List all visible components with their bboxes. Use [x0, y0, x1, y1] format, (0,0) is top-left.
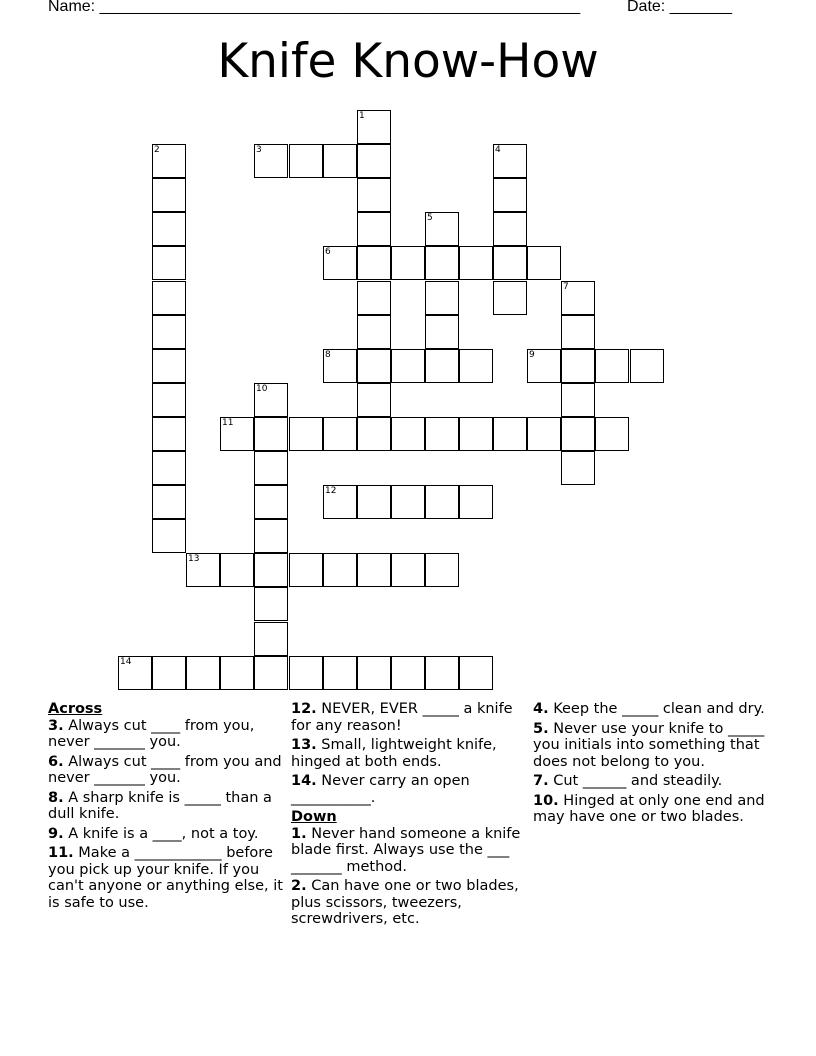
grid-cell[interactable] [323, 349, 357, 383]
across-heading: Across [48, 701, 103, 717]
grid-cell[interactable] [357, 110, 391, 144]
cell-number: 10 [256, 384, 268, 394]
grid-cell[interactable] [357, 656, 391, 690]
grid-cell[interactable] [254, 144, 288, 178]
cell-number: 6 [325, 247, 331, 257]
grid-cell[interactable] [425, 349, 459, 383]
clue-across-9: 9. A knife is a ____, not a toy. [48, 825, 259, 842]
grid-cell[interactable] [186, 656, 220, 690]
grid-cell[interactable] [254, 485, 288, 519]
cell-number: 14 [120, 657, 132, 667]
clue-column-2 [291, 701, 527, 931]
grid-cell[interactable] [289, 144, 323, 178]
grid-cell[interactable] [459, 349, 493, 383]
grid-cell[interactable] [357, 349, 391, 383]
grid-cell[interactable] [425, 315, 459, 349]
grid-cell[interactable] [323, 246, 357, 280]
grid-cell[interactable] [254, 656, 288, 690]
date-field-line: Date: _______ [627, 0, 732, 15]
grid-cell[interactable] [254, 451, 288, 485]
cell-number: 1 [359, 111, 365, 121]
name-field-line: Name: ______________________________________________________ [48, 0, 581, 15]
clue-down-5: 5. Never use your knife to _____ you initials into something that does not belong to you. [533, 720, 765, 770]
grid-cell[interactable] [357, 383, 391, 417]
grid-cell[interactable] [425, 553, 459, 587]
grid-cell[interactable] [220, 417, 254, 451]
grid-cell[interactable] [595, 349, 629, 383]
grid-cell[interactable] [459, 246, 493, 280]
grid-cell[interactable] [425, 656, 459, 690]
grid-cell[interactable] [254, 383, 288, 417]
grid-cell[interactable] [289, 417, 323, 451]
grid-cell[interactable] [152, 383, 186, 417]
clue-down-2: 2. Can have one or two blades, plus scissors, tweezers, screwdrivers, etc. [291, 878, 519, 927]
grid-cell[interactable] [152, 281, 186, 315]
grid-cell[interactable] [459, 485, 493, 519]
grid-cell[interactable] [152, 144, 186, 178]
grid-cell[interactable] [493, 281, 527, 315]
grid-cell[interactable] [152, 212, 186, 246]
grid-cell[interactable] [323, 485, 357, 519]
grid-cell[interactable] [323, 553, 357, 587]
clue-down-1: 1. Never hand someone a knife blade first. Always use the ___ _______ method. [291, 825, 521, 875]
grid-cell[interactable] [220, 553, 254, 587]
cell-number: 12 [325, 486, 337, 496]
grid-cell[interactable] [152, 246, 186, 280]
grid-cell[interactable] [357, 485, 391, 519]
grid-cell[interactable] [254, 417, 288, 451]
cell-number: 3 [256, 145, 262, 155]
grid-cell[interactable] [425, 212, 459, 246]
grid-cell[interactable] [425, 281, 459, 315]
grid-cell[interactable] [493, 212, 527, 246]
grid-cell[interactable] [527, 349, 561, 383]
grid-cell[interactable] [323, 417, 357, 451]
grid-cell[interactable] [357, 246, 391, 280]
cell-number: 2 [154, 145, 160, 155]
grid-cell[interactable] [391, 656, 425, 690]
grid-cell[interactable] [561, 383, 595, 417]
grid-cell[interactable] [323, 144, 357, 178]
grid-cell[interactable] [254, 622, 288, 656]
grid-cell[interactable] [289, 656, 323, 690]
grid-cell[interactable] [391, 417, 425, 451]
grid-cell[interactable] [391, 553, 425, 587]
grid-cell[interactable] [561, 349, 595, 383]
clue-across-8: 8. A sharp knife is _____ than a dull knife. [48, 789, 272, 822]
grid-cell[interactable] [152, 656, 186, 690]
cell-number: 4 [495, 145, 501, 155]
grid-cell[interactable] [630, 349, 664, 383]
down-heading: Down [291, 809, 337, 825]
puzzle-title: Knife Know-How [217, 34, 599, 89]
grid-cell[interactable] [357, 178, 391, 212]
grid-cell[interactable] [391, 246, 425, 280]
grid-cell[interactable] [152, 178, 186, 212]
grid-cell[interactable] [425, 485, 459, 519]
grid-cell[interactable] [493, 178, 527, 212]
grid-cell[interactable] [493, 144, 527, 178]
grid-cell[interactable] [357, 281, 391, 315]
grid-cell[interactable] [118, 656, 152, 690]
grid-cell[interactable] [527, 246, 561, 280]
grid-cell[interactable] [254, 587, 288, 621]
cell-number: 9 [529, 350, 535, 360]
cell-number: 7 [563, 282, 569, 292]
grid-cell[interactable] [561, 451, 595, 485]
cell-number: 11 [222, 418, 234, 428]
grid-cell[interactable] [357, 212, 391, 246]
grid-cell[interactable] [561, 315, 595, 349]
grid-cell[interactable] [493, 417, 527, 451]
grid-cell[interactable] [391, 349, 425, 383]
grid-cell[interactable] [561, 281, 595, 315]
grid-cell[interactable] [254, 519, 288, 553]
grid-cell[interactable] [425, 417, 459, 451]
grid-cell[interactable] [289, 553, 323, 587]
grid-cell[interactable] [357, 417, 391, 451]
grid-cell[interactable] [357, 315, 391, 349]
clue-across-14: 14. Never carry an open ___________. [291, 773, 470, 806]
grid-cell[interactable] [459, 656, 493, 690]
grid-cell[interactable] [152, 485, 186, 519]
cell-number: 8 [325, 350, 331, 360]
clue-down-7: 7. Cut ______ and steadily. [533, 773, 723, 789]
grid-cell[interactable] [254, 553, 288, 587]
grid-cell[interactable] [357, 553, 391, 587]
grid-cell[interactable] [186, 553, 220, 587]
clue-across-11: 11. Make a ____________ before you pick up your knife. If you can't anyone or anything else, it is safe to use. [48, 845, 283, 911]
grid-cell[interactable] [561, 417, 595, 451]
grid-cell[interactable] [152, 315, 186, 349]
grid-cell[interactable] [493, 246, 527, 280]
cell-number: 5 [427, 213, 433, 223]
grid-cell[interactable] [220, 656, 254, 690]
clue-across-6: 6. Always cut ____ from you and never _______ you. [48, 753, 282, 786]
grid-cell[interactable] [152, 519, 186, 553]
clue-across-12: 12. NEVER, EVER _____ a knife for any reason! [291, 701, 513, 734]
cell-number: 13 [188, 554, 200, 564]
grid-cell[interactable] [459, 417, 493, 451]
clue-down-10: 10. Hinged at only one end and may have one or two blades. [533, 792, 765, 825]
clue-across-3: 3. Always cut ____ from you, never _______ you. [48, 717, 255, 750]
clue-across-13: 13. Small, lightweight knife, hinged at both ends. [291, 737, 497, 770]
grid-cell[interactable] [527, 417, 561, 451]
grid-cell[interactable] [391, 485, 425, 519]
grid-cell[interactable] [323, 656, 357, 690]
grid-cell[interactable] [152, 349, 186, 383]
clue-down-4: 4. Keep the _____ clean and dry. [533, 701, 765, 717]
clue-column-3 [533, 701, 765, 829]
grid-cell[interactable] [152, 451, 186, 485]
grid-cell[interactable] [595, 417, 629, 451]
grid-cell[interactable] [425, 246, 459, 280]
grid-cell[interactable] [357, 144, 391, 178]
clue-column-1 [48, 701, 284, 914]
grid-cell[interactable] [152, 417, 186, 451]
